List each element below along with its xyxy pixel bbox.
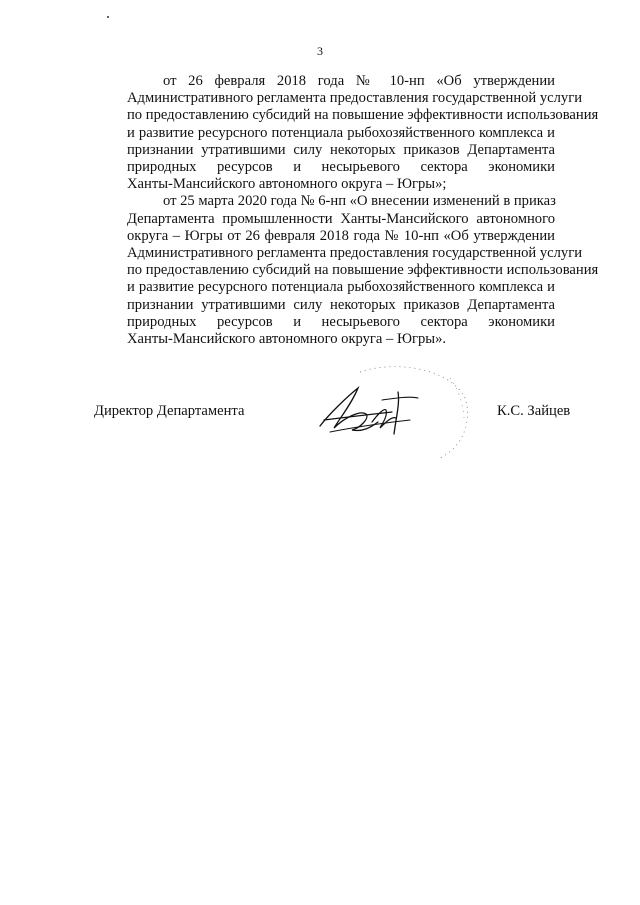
paragraph-order-2018: [91, 73, 599, 193]
text-line: и развитие ресурсного потенциала рыбохозяйственного комплекса и: [127, 279, 555, 296]
text-line: и развитие ресурсного потенциала рыбохозяйственного комплекса и: [127, 124, 555, 141]
signatory-name: К.С. Зайцев: [497, 403, 571, 419]
text-line: Административного регламента предоставления государственной услуги: [127, 90, 583, 107]
document-body: [91, 73, 599, 348]
text-line: по предоставлению субсидий на повышение эффективности использования: [127, 262, 599, 279]
paragraph-order-2020: [91, 193, 599, 348]
text-line: округа – Югры от 26 февраля 2018 года № 10-нп «Об утверждении: [127, 227, 555, 244]
text-line: признании утратившими силу некоторых приказов Департамента: [127, 141, 555, 158]
text-line: Ханты-Мансийского автономного округа – Югры».: [127, 331, 447, 348]
text-line: признании утратившими силу некоторых приказов Департамента: [127, 296, 555, 313]
signatory-position: Директор Департамента: [94, 403, 245, 419]
text-line: природных ресурсов и несырьевого сектора экономики: [127, 313, 555, 330]
text-line: Департамента промышленности Ханты-Мансийского автономного: [127, 210, 555, 227]
page-number: 3: [317, 44, 323, 58]
handwritten-signature: [300, 358, 480, 468]
text-line: от 26 февраля 2018 года № 10-нп «Об утверждении: [163, 73, 555, 89]
text-line: по предоставлению субсидий на повышение эффективности использования: [127, 107, 599, 124]
text-line: Ханты-Мансийского автономного округа – Югры»;: [127, 176, 447, 193]
text-line: природных ресурсов и несырьевого сектора экономики: [127, 159, 555, 176]
scan-speck: [107, 16, 109, 18]
text-line: от 25 марта 2020 года № 6-нп «О внесении изменений в приказ: [163, 193, 556, 210]
text-line: Административного регламента предоставления государственной услуги: [127, 245, 583, 262]
